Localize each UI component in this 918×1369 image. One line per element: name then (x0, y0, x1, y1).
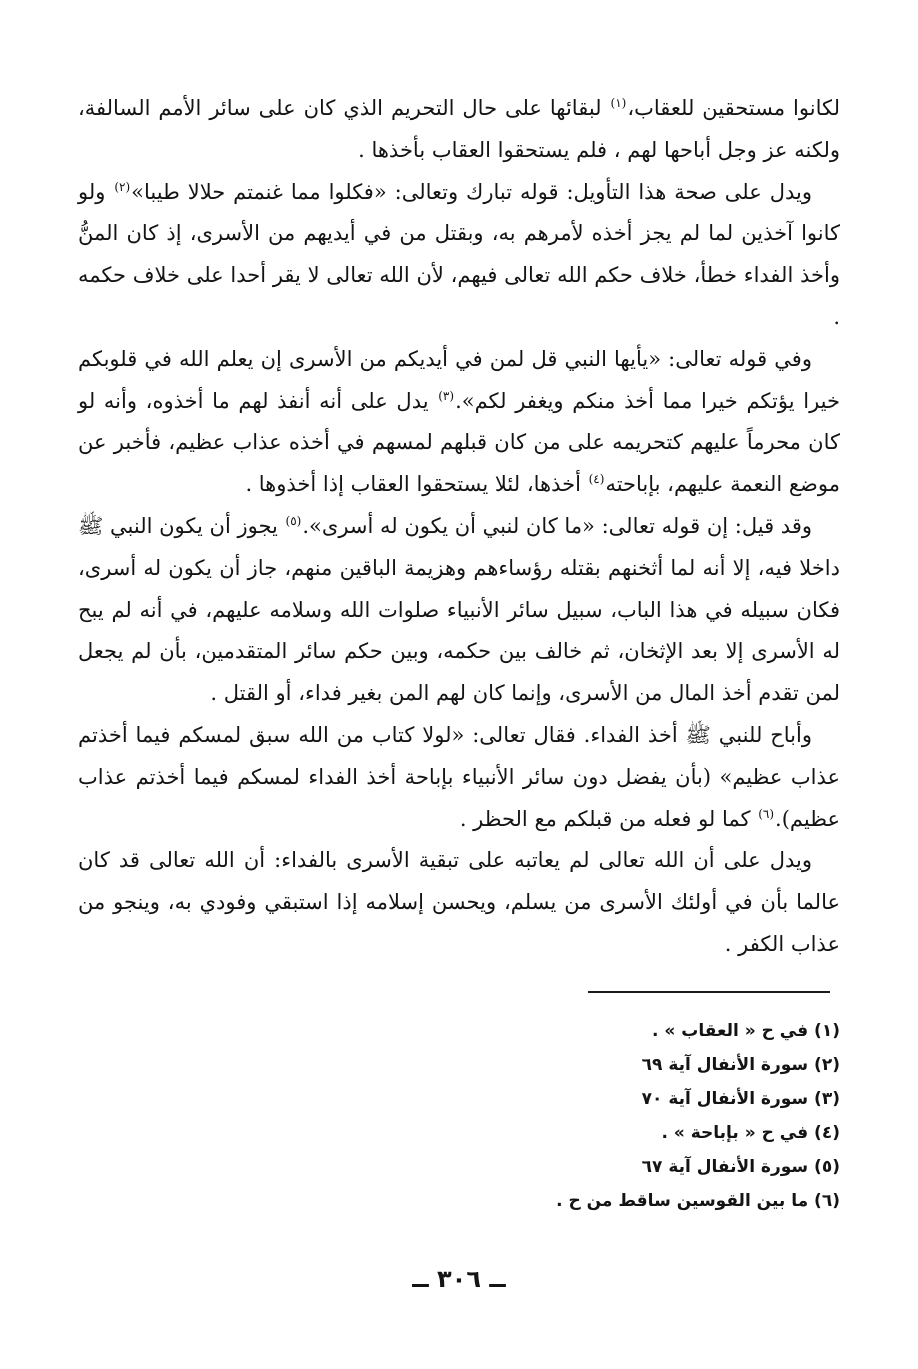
footnote-ref-6: (٦) (758, 806, 775, 821)
footnote-2: (٢) سورة الأنفال آية ٦٩ (641, 1055, 840, 1075)
paragraph-6-text: ويدل على أن الله تعالى لم يعاتبه على تبقية الأسرى بالفداء: أن الله تعالى قد كان عالما بأن في أولئك الأسرى من يسلم، ويحسن إسلامه إذا استبقي وفودي به، وينجو من عذاب الكفر . (78, 848, 840, 956)
footnotes-list (340, 1014, 840, 1218)
footnote-ref-4: (٤) (588, 472, 605, 487)
paragraph-4-rest: يجوز أن يكون النبي ﷺ داخلا فيه، إلا أنه لما أثخنهم بقتله رؤساءهم وهزيمة الباقين منهم، جاز أن يكون له أسرى، فكان سبيله في هذا الباب، سبيل سائر الأنبياء صلوات الله وسلامه عليهم، في أنه لم يبح له الأسرى إلا بعد الإثخان، ثم خالف بين حكمه، وبين حكم سائر المتقدمين، بأن لم يجعل لمن تقدم أخذ المال من الأسرى، وإنما كان لهم المن بغير فداء، أو القتل . (78, 513, 840, 706)
page-number: ــ ٣٠٦ ــ (412, 1265, 506, 1293)
footnote-5: (٥) سورة الأنفال آية ٦٧ (641, 1157, 840, 1177)
paragraph-2-text: ويدل على صحة هذا التأويل: قوله تبارك وتعالى: «فكلوا مما غنمتم حلالا طيبا» (131, 179, 812, 204)
paragraph-1-text: لكانوا مستحقين للعقاب، (627, 96, 840, 120)
paragraph-1-rest: لبقائها على حال التحريم الذي كان على سائر الأمم السالفة، ولكنه عز وجل أباحها لهم ، فلم يستحقوا العقاب بأخذها . (78, 96, 840, 162)
paragraph-6 (78, 840, 840, 965)
footnote-4: (٤) في ح « بإباحة » . (661, 1123, 840, 1143)
footnote-ref-2: (٢) (114, 179, 131, 194)
paragraph-3-text: وفي قوله تعالى: «يأيها النبي قل لمن في أيديكم من الأسرى إن يعلم الله في قلوبكم خيرا يؤتكم خيرا مما أخذ منكم ويغفر لكم». (78, 346, 840, 413)
paragraph-5-text: وأباح للنبي ﷺ أخذ الفداء. فقال تعالى: «لولا كتاب من الله سبق لمسكم فيما أخذتم عذاب عظيم» (بأن يفضل دون سائر الأنبياء بإباحة أخذ الفداء لمسكم فيما أخذتم عذاب عظيم). (78, 722, 840, 831)
footnote-ref-3: (٣) (438, 388, 455, 403)
paragraph-1 (78, 88, 840, 172)
paragraph-3-mid: يدل على أنه أنفذ لهم ما أخذوه، وأنه لو كان محرماً عليهم كتحريمه على من كان قبلهم لمسهم في أخذه عذاب عظيم، فأخبر عن موضع النعمة عليهم، بإباحته (78, 388, 840, 497)
paragraph-5-rest: كما لو فعله من قبلكم مع الحظر . (459, 806, 758, 831)
paragraph-3-rest: أخذها، لئلا يستحقوا العقاب إذا أخذوها . (245, 472, 588, 497)
paragraph-2 (78, 172, 840, 339)
footnote-ref-5: (٥) (285, 513, 302, 528)
footnote-1: (١) في ح « العقاب » . (652, 1021, 840, 1041)
footnote-6: (٦) ما بين القوسين ساقط من ح . (556, 1191, 840, 1211)
paragraph-2-rest: ولو كانوا آخذين لما لم يجز أخذه لأمرهم به، وبقتل من في أيديهم من الأسرى، إذ كان المنُّ وأخذ الفداء خطأ، خلاف حكم الله تعالى فيهم، لأن الله تعالى لا يقر أحدا على خلاف حكمه . (78, 179, 840, 329)
footnote-divider (588, 991, 830, 993)
paragraph-5 (78, 715, 840, 840)
paragraph-4 (78, 506, 840, 715)
paragraph-4-text: وقد قيل: إن قوله تعالى: «ما كان لنبي أن يكون له أسرى». (302, 513, 812, 538)
footnote-3: (٣) سورة الأنفال آية ٧٠ (641, 1089, 840, 1109)
paragraph-3 (78, 339, 840, 506)
main-text (78, 88, 840, 966)
footnote-ref-1: (١) (610, 96, 627, 110)
